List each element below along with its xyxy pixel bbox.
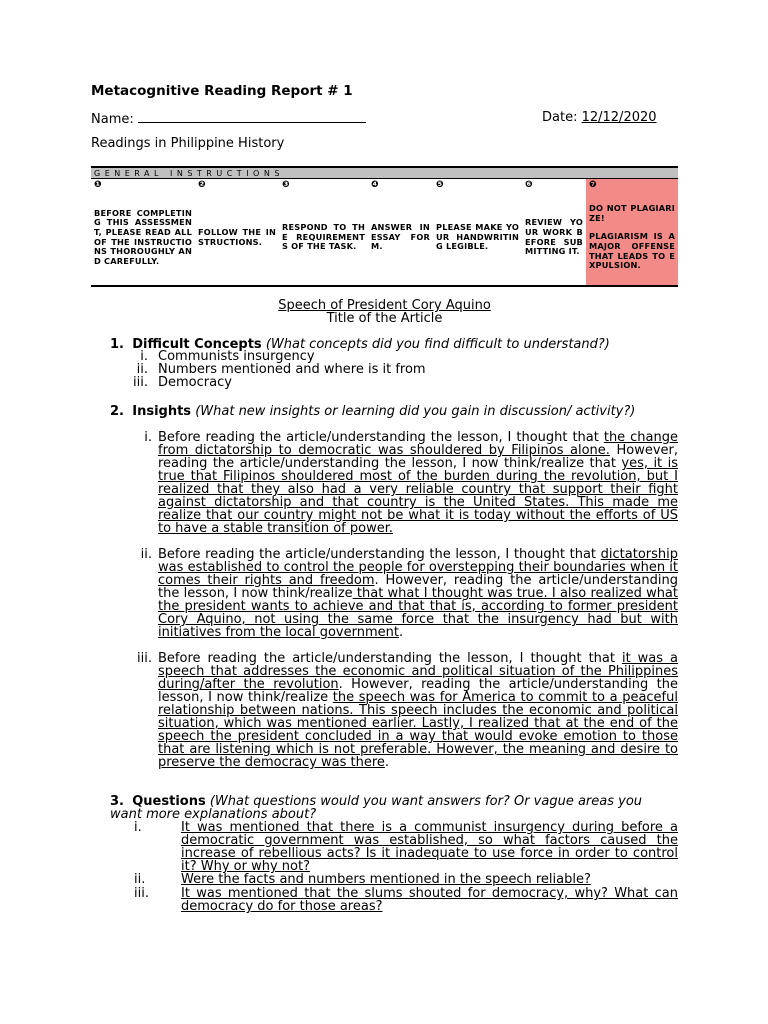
section-heading: Questions	[132, 794, 206, 809]
instruction-number: ❺	[436, 179, 444, 190]
item-number: i.	[140, 349, 148, 364]
date-field	[542, 110, 657, 125]
section-heading: Difficult Concepts	[132, 337, 262, 352]
insight-number: ii.	[140, 547, 152, 562]
instruction-number: ❶	[94, 179, 102, 190]
question-number: ii.	[134, 872, 146, 887]
insight-text: However, reading the article/understanding the lesson, I now think/realize that	[158, 443, 678, 471]
course-subject: Readings in Philippine History	[91, 136, 285, 151]
date-value: 12/12/2020	[581, 110, 657, 125]
insight-text: Before reading the article/understanding the lesson, I thought that	[158, 430, 604, 445]
section-number: 3.	[110, 794, 124, 809]
plagiarism-warning	[586, 190, 678, 286]
insight-prior-belief: it was a speech that addresses the economic and political situation of the Philippines during/after the revolution	[158, 651, 678, 692]
list-item	[108, 376, 668, 389]
item-text: Numbers mentioned and where is it from	[158, 362, 426, 377]
insight-new-realization: the speech was for America to commit to a peaceful relationship between nations. This speech includes the economic and political situation, which was mentioned earlier. Lastly, I realized that at the end of the speech the president concluded in a way that would evoke emotion to those that are listening which is not preferable. However, the meaning and desire to preserve the democracy was there	[158, 690, 678, 770]
instruction-number: ❻	[525, 179, 533, 190]
insight-number: i.	[144, 430, 152, 445]
warning-line-2: PLAGIARISM IS A MAJOR OFFENSE THAT LEADS TO EXPULSION.	[589, 231, 676, 271]
article-title: Speech of President Cory Aquino	[278, 298, 491, 313]
instruction-text: REVIEW YOUR WORK BEFORE SUBMITTING IT.	[525, 217, 583, 257]
item-number: iii.	[133, 375, 148, 390]
concepts-list	[108, 350, 668, 389]
insight-new-realization: that what I thought was true. I also realized what the president wants to achieve and that that is, according to former president Cory Aquino, not using the same force that the insurgency had but with initiatives from the local government	[158, 586, 678, 640]
instruction-text: FOLLOW THE INSTRUCTIONS.	[198, 226, 276, 247]
insight-text: .	[384, 755, 390, 770]
question-number: i.	[134, 820, 142, 835]
instruction-number: ❹	[371, 179, 379, 190]
insight-prior-belief: dictatorship was established to control the people for overstepping their boundaries when it comes their rights and freedom	[158, 547, 678, 588]
question-text: Were the facts and numbers mentioned in the speech reliable?	[181, 872, 591, 887]
instruction-number: ❼	[586, 179, 678, 191]
section-insights	[110, 404, 635, 419]
insight-prior-belief: the change from dictatorship to democratic was shouldered by Filipinos alone.	[158, 430, 678, 458]
question-number: iii.	[134, 886, 149, 901]
article-title-caption: Title of the Article	[326, 311, 443, 326]
item-text: Democracy	[158, 375, 232, 390]
name-label: Name:	[91, 112, 134, 127]
insight-text: .	[398, 625, 404, 640]
instruction-text: BEFORE COMPLETING THIS ASSESSMENT, PLEASE READ ALL OF THE INSTRUCTIONS THOROUGHLY AND CAREFULLY.	[94, 207, 192, 266]
insight-new-realization: yes, it is true that Filipinos shouldered most of the burden during the revolution, but I realized that they also had a very reliable country that support their fight against dictatorship and that country is the United States. This made me realize that our country might not be what it is today without the efforts of US to have a stable transition of power.	[158, 456, 678, 536]
instruction-number: ❸	[282, 179, 290, 190]
item-text: Communists insurgency	[158, 349, 315, 364]
question-text: It was mentioned that the slums shouted for democracy, why? What can democracy do for those areas?	[181, 886, 678, 914]
insight-text: . However, reading the article/understanding the lesson, I now think/realize	[158, 573, 678, 601]
instruction-text: ANSWER IN ESSAY FORM.	[371, 222, 430, 252]
section-number: 1.	[110, 337, 124, 352]
question-text: It was mentioned that there is a communist insurgency during before a democratic government was established, so what factors caused the increase of rebellious acts? Is it inadequate to use force in order to control it? Why or why not?	[181, 820, 678, 874]
insight-number: iii.	[137, 651, 152, 666]
date-label: Date:	[542, 110, 578, 125]
instruction-text: PLEASE MAKE YOUR HANDWRITING LEGIBLE.	[436, 222, 519, 252]
section-heading: Insights	[132, 404, 192, 419]
insight-text: . However, reading the article/understanding the lesson, I now think/realize	[158, 677, 678, 705]
report-title: Metacognitive Reading Report # 1	[91, 83, 353, 99]
item-number: ii.	[136, 362, 148, 377]
insight-paragraph	[158, 431, 678, 535]
insight-paragraph	[158, 548, 678, 639]
general-instructions-table	[91, 166, 678, 287]
instruction-number: ❷	[198, 179, 206, 190]
insight-text: Before reading the article/understanding the lesson, I thought that	[158, 651, 622, 666]
section-number: 2.	[110, 404, 124, 419]
section-prompt: (What concepts did you find difficult to understand?)	[265, 337, 610, 352]
insight-text: Before reading the article/understanding the lesson, I thought that	[158, 547, 601, 562]
instruction-text: RESPOND TO THE REQUIREMENTS OF THE TASK.	[282, 222, 365, 252]
name-field	[91, 110, 366, 127]
warning-line-1: DO NOT PLAGIARIZE!	[589, 203, 676, 223]
insight-paragraph	[158, 652, 678, 769]
section-prompt: (What questions would you want answers for? Or vague areas you want more explanations about?	[110, 794, 643, 822]
section-prompt: (What new insights or learning did you gain in discussion/ activity?)	[195, 404, 636, 419]
instructions-heading: GENERAL INSTRUCTIONS	[91, 167, 678, 179]
name-blank-line	[138, 110, 366, 123]
section-questions	[110, 795, 678, 821]
